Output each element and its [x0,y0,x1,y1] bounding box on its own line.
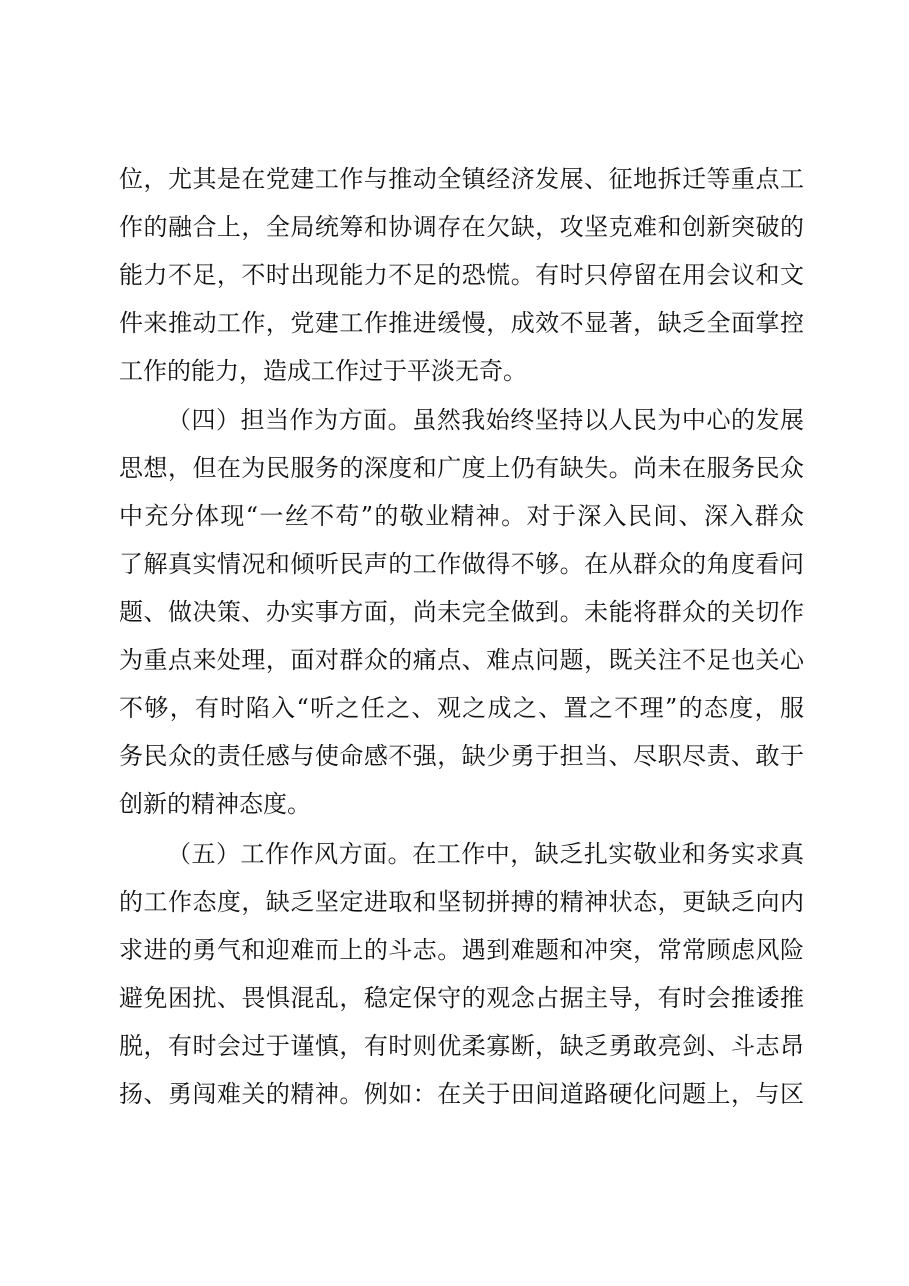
text-line: 能力不足，不时出现能力不足的恐慌。有时只停留在用会议和文 [119,261,804,289]
section-heading-line: （四）担当作为方面。虽然我始终坚持以人民为中心的发展 [167,406,804,434]
text-line: 思想，但在为民服务的深度和广度上仍有缺失。尚未在服务民众 [119,454,804,482]
text-line: 脱，有时会过于谨慎，有时则优柔寡断，缺乏勇敢亮剑、斗志昂 [119,1032,804,1060]
text-line: 创新的精神态度。 [119,790,311,818]
text-line: 题、做决策、办实事方面，尚未完全做到。未能将群众的关切作 [119,598,804,626]
text-line: 不够，有时陷入“听之任之、观之成之、置之不理”的态度，服 [119,694,804,722]
text-line: 位，尤其是在党建工作与推动全镇经济发展、征地拆迁等重点工 [119,165,804,193]
text-line: 的工作态度，缺乏坚定进取和坚韧拼搏的精神状态，更缺乏向内 [119,888,804,916]
text-line: 工作的能力，造成工作过于平淡无奇。 [119,357,527,385]
section-heading-line: （五）工作作风方面。在工作中，缺乏扎实敬业和务实求真 [167,840,804,868]
text-line: 求进的勇气和迎难而上的斗志。遇到难题和冲突，常常顾虑风险 [119,936,804,964]
text-line: 作的融合上，全局统筹和协调存在欠缺，攻坚克难和创新突破的 [119,213,804,241]
text-line: 扬、勇闯难关的精神。例如：在关于田间道路硬化问题上，与区 [119,1080,804,1108]
text-line: 了解真实情况和倾听民声的工作做得不够。在从群众的角度看问 [119,550,804,578]
text-line: 中充分体现“一丝不苟”的敬业精神。对于深入民间、深入群众 [119,502,804,530]
text-line: 避免困扰、畏惧混乱，稳定保守的观念占据主导，有时会推诿推 [119,984,804,1012]
text-line: 务民众的责任感与使命感不强，缺少勇于担当、尽职尽责、敢于 [119,742,804,770]
text-line: 件来推动工作，党建工作推进缓慢，成效不显著，缺乏全面掌控 [119,309,804,337]
text-line: 为重点来处理，面对群众的痛点、难点问题，既关注不足也关心 [119,646,804,674]
